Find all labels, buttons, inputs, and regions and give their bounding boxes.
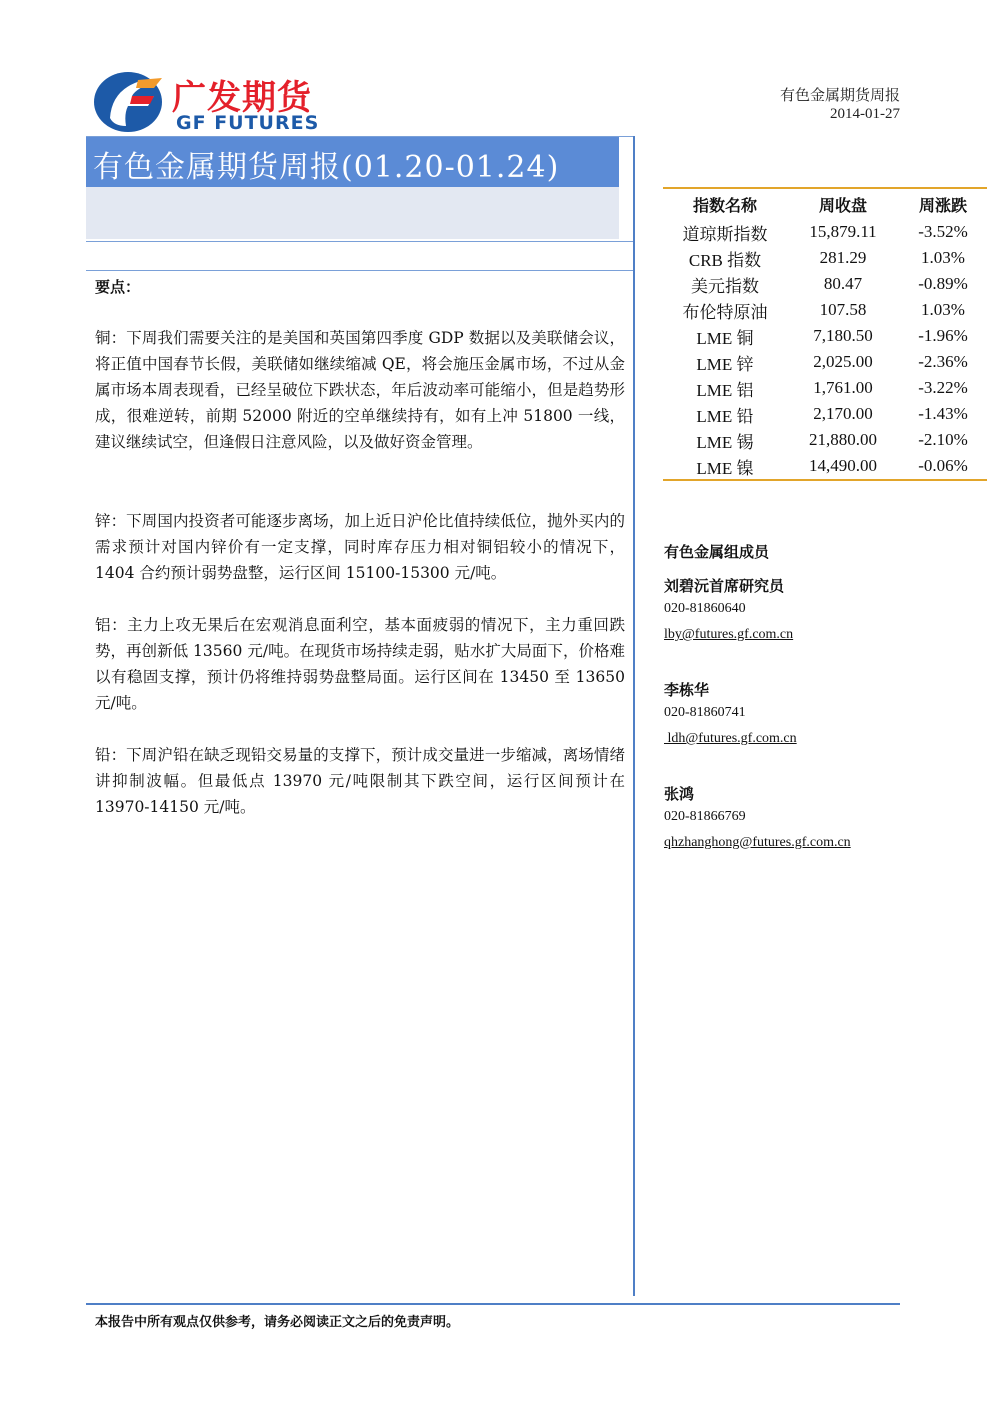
report-date: 2014-01-27	[830, 106, 900, 122]
member-phone: 020-81860741	[664, 705, 746, 720]
team-title: 有色金属组成员	[664, 543, 770, 561]
disclaimer: 本报告中所有观点仅供参考，请务必阅读正文之后的免责声明。	[95, 1315, 460, 1330]
table-row	[663, 323, 987, 349]
weekly-change: 1.03%	[921, 300, 965, 319]
weekly-close: 2,170.00	[813, 404, 873, 423]
table-row	[663, 271, 987, 297]
index-name: 道琼斯指数	[682, 224, 768, 244]
divider	[86, 270, 634, 271]
brand-name-cn: 广发期货	[172, 78, 312, 118]
index-name: 布伦特原油	[682, 302, 768, 322]
index-name: LME 铝	[696, 380, 754, 400]
weekly-change: -3.52%	[918, 222, 968, 241]
member-name: 张鸿	[664, 785, 695, 803]
index-name: LME 铜	[696, 328, 754, 348]
weekly-close: 21,880.00	[809, 430, 877, 449]
member-email-link[interactable]: qhzhanghong@futures.gf.com.cn	[664, 835, 851, 850]
weekly-close: 1,761.00	[813, 378, 873, 397]
footer-divider	[86, 1303, 900, 1305]
index-name: CRB 指数	[688, 250, 762, 270]
weekly-close: 7,180.50	[813, 326, 873, 345]
zinc-paragraph: 锌：下周国内投资者可能逐步离场，加上近日沪伦比值持续低位，抛外买内的需求预计对国内锌价有一定支撑，同时库存压力相对铜铝较小的情况下，1404 合约预计弱势盘整，运行区间 15100-15300 元/吨。	[95, 512, 625, 582]
divider	[86, 241, 634, 242]
weekly-close: 80.47	[823, 274, 863, 293]
weekly-change: -0.06%	[918, 456, 968, 475]
page-title: 有色金属期货周报(01.20-01.24)	[93, 150, 560, 185]
index-table	[663, 187, 987, 481]
table-row	[663, 349, 987, 375]
report-type-label: 有色金属期货周报	[779, 86, 900, 104]
column-divider	[633, 136, 635, 1296]
weekly-change: -1.43%	[918, 404, 968, 423]
index-name: LME 锌	[696, 354, 754, 374]
member-name: 李栋华	[664, 681, 710, 699]
index-name: LME 铅	[696, 406, 754, 426]
table-row	[663, 245, 987, 271]
index-name: LME 锡	[696, 432, 754, 452]
table-row	[663, 219, 987, 245]
weekly-close: 15,879.11	[809, 222, 877, 241]
key-points-heading: 要点：	[95, 278, 141, 296]
table-header-row	[663, 188, 987, 219]
lead-paragraph: 铅：下周沪铅在缺乏现铅交易量的支撑下，预计成交量进一步缩减，离场情绪讲抑制波幅。但最低点 13970 元/吨限制其下跌空间，运行区间预计在 13970-14150 元/吨。	[95, 746, 625, 816]
table-row	[663, 297, 987, 323]
column-header: 指数名称	[692, 195, 757, 215]
weekly-change: -3.22%	[918, 378, 968, 397]
member-phone: 020-81866769	[664, 809, 746, 824]
weekly-change: -2.10%	[918, 430, 968, 449]
weekly-change: -2.36%	[918, 352, 968, 371]
weekly-close: 2,025.00	[813, 352, 873, 371]
member-email-link[interactable]: lby@futures.gf.com.cn	[664, 627, 794, 642]
index-name: LME 镍	[696, 458, 754, 478]
table-row	[663, 453, 987, 480]
table-row	[663, 375, 987, 401]
weekly-close: 281.29	[819, 248, 867, 267]
brand-name-en: GF FUTURES	[176, 112, 320, 134]
column-header: 周涨跌	[918, 195, 967, 215]
weekly-change: -1.96%	[918, 326, 968, 345]
weekly-close: 107.58	[819, 300, 867, 319]
weekly-change: 1.03%	[921, 248, 965, 267]
table-row	[663, 401, 987, 427]
table-row	[663, 427, 987, 453]
aluminum-paragraph: 铝：主力上攻无果后在宏观消息面利空，基本面疲弱的情况下，主力重回跌势，再创新低 13560 元/吨。在现货市场持续走弱，贴水扩大局面下，价格难以有稳固支撑，预计仍将维持弱势盘整局面。运行区间在 13450 至 13650 元/吨。	[95, 616, 625, 712]
member-phone: 020-81860640	[664, 601, 746, 616]
member-email-link[interactable]: ldh@futures.gf.com.cn	[664, 731, 797, 746]
column-header: 周收盘	[818, 195, 867, 215]
weekly-change: -0.89%	[918, 274, 968, 293]
weekly-close: 14,490.00	[809, 456, 877, 475]
member-name: 刘碧沅首席研究员	[664, 577, 785, 595]
title-subpanel	[86, 187, 619, 239]
index-name: 美元指数	[691, 276, 759, 296]
copper-paragraph: 铜：下周我们需要关注的是美国和英国第四季度 GDP 数据以及美联储会议，将正值中国春节长假，美联储如继续缩减 QE，将会施压金属市场，不过从金属市场本周表现看，已经呈破位下跌状态，年后波动率可能缩小，但是趋势形成，很难逆转，前期 52000 附近的空单继续持有，如有上冲 51800 一线，建议继续试空，但逢假日注意风险，以及做好资金管理。	[95, 329, 625, 451]
